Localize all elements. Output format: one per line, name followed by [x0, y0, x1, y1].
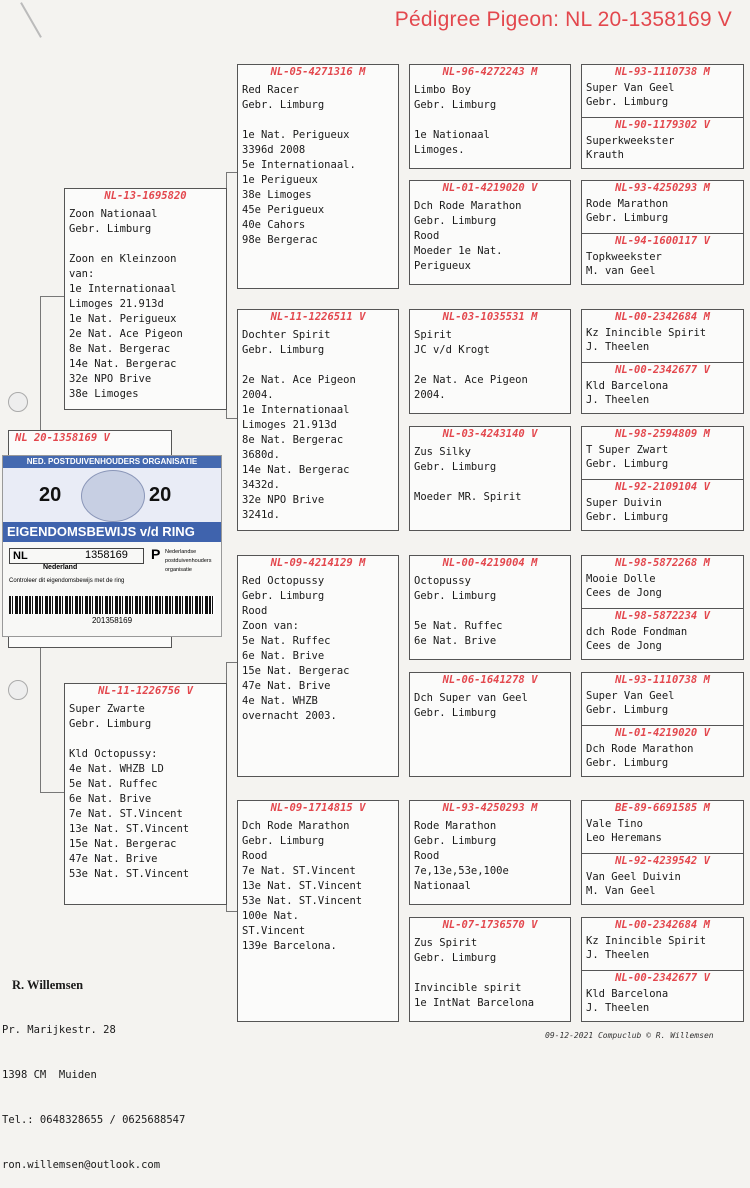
gggp-ring: NL-01-4219020 V	[615, 727, 710, 739]
card-country: Nederland	[43, 564, 78, 571]
gggp-ring: NL-98-5872234 V	[615, 610, 710, 622]
gggp-text: Mooie Dolle Cees de Jong	[586, 573, 662, 599]
ring-ownership-card	[2, 455, 222, 637]
great-grandparent-text: Octopussy Gebr. Limburg 5e Nat. Ruffec 6e Nat. Brive	[414, 575, 503, 647]
grandparent-box	[237, 555, 399, 777]
gggp-cell	[582, 427, 743, 479]
owner-tel: Tel.: 0648328655 / 0625688547	[2, 1114, 186, 1126]
binder-hole	[8, 392, 28, 412]
gggp-pair-box	[581, 426, 744, 531]
gggp-cell	[582, 801, 743, 853]
great-grandparent-ring: NL-06-1641278 V	[442, 674, 538, 686]
gggp-pair-box	[581, 64, 744, 169]
grandparent-ring: NL-11-1226511 V	[270, 311, 366, 323]
gggp-ring: BE-89-6691585 M	[615, 802, 710, 814]
card-p-label: Nederlandse postduivenhouders organisatie	[165, 549, 212, 573]
binder-hole	[8, 680, 28, 700]
connector	[40, 296, 65, 297]
gggp-cell	[582, 479, 743, 531]
grandparent-text: Dch Rode Marathon Gebr. Limburg Rood 7e Nat. ST.Vincent 13e Nat. ST.Vincent 53e Nat. ST.Vincent 100e Nat. ST.Vincent 139e Barcelona.	[242, 820, 363, 952]
owner-address: Pr. Marijkestr. 28	[2, 1024, 116, 1036]
great-grandparent-box	[409, 917, 571, 1022]
gggp-text: Vale Tino Leo Heremans	[586, 818, 662, 844]
gggp-cell	[582, 725, 743, 777]
dam-text: Super Zwarte Gebr. Limburg Kld Octopussy: 4e Nat. WHZB LD 5e Nat. Ruffec 6e Nat. Brive 7e Nat. ST.Vincent 13e Nat. ST.Vincent 15e Nat. Bergerac 47e Nat. Brive 53e Nat. ST.Vincent	[69, 703, 190, 880]
gggp-text: Super Duivin Gebr. Limburg	[586, 497, 669, 523]
gggp-cell	[582, 181, 743, 233]
great-grandparent-text: Dch Super van Geel Gebr. Limburg	[414, 692, 528, 719]
card-country-code: NL	[9, 548, 144, 564]
great-grandparent-box	[409, 555, 571, 660]
card-ring-number: 1358169	[85, 549, 128, 561]
card-p-logo: P	[151, 546, 161, 562]
great-grandparent-box	[409, 180, 571, 285]
gggp-text: T Super Zwart Gebr. Limburg	[586, 444, 669, 470]
gggp-text: Super Van Geel Gebr. Limburg	[586, 82, 675, 108]
great-grandparent-box	[409, 672, 571, 777]
gggp-text: dch Rode Fondman Cees de Jong	[586, 626, 688, 652]
footer-credit: 09-12-2021 Compuclub © R. Willemsen	[545, 1031, 714, 1040]
grandparent-ring: NL-09-4214129 M	[270, 557, 366, 569]
great-grandparent-box	[409, 309, 571, 414]
gggp-cell	[582, 918, 743, 970]
great-grandparent-text: Dch Rode Marathon Gebr. Limburg Rood Moeder 1e Nat. Perigueux	[414, 200, 522, 272]
gggp-text: Kld Barcelona J. Theelen	[586, 380, 669, 406]
great-grandparent-box	[409, 800, 571, 905]
gggp-ring: NL-00-2342684 M	[615, 311, 710, 323]
great-grandparent-text: Spirit JC v/d Krogt 2e Nat. Ace Pigeon 2004.	[414, 329, 528, 401]
gggp-text: Van Geel Duivin M. Van Geel	[586, 871, 681, 897]
gggp-text: Kld Barcelona J. Theelen	[586, 988, 669, 1014]
card-year-left: 20	[39, 484, 62, 506]
gggp-ring: NL-92-4239542 V	[615, 855, 710, 867]
gggp-ring: NL-00-2342684 M	[615, 919, 710, 931]
gggp-ring: NL-00-2342677 V	[615, 364, 710, 376]
grandparent-text: Dochter Spirit Gebr. Limburg 2e Nat. Ace Pigeon 2004. 1e Internationaal Limoges 21.913d 8e Nat. Bergerac 3680d. 14e Nat. Bergerac 3432d. 32e NPO Brive 3241d.	[242, 329, 356, 521]
grandparent-box	[237, 64, 399, 289]
owner-name: R. Willemsen	[12, 978, 84, 992]
great-grandparent-ring: NL-03-4243140 V	[442, 428, 538, 440]
gggp-cell	[582, 556, 743, 608]
card-control-text: Controleer dit eigendomsbewijs met de ring	[9, 578, 125, 584]
connector	[226, 418, 237, 419]
gggp-ring: NL-90-1179302 V	[615, 119, 710, 131]
great-grandparent-ring: NL-07-1736570 V	[442, 919, 538, 931]
connector	[40, 647, 41, 792]
connector	[226, 172, 237, 173]
gggp-ring: NL-93-4250293 M	[615, 182, 710, 194]
gggp-text: Dch Rode Marathon Gebr. Limburg	[586, 743, 694, 769]
gggp-ring: NL-94-1600117 V	[615, 235, 710, 247]
gggp-cell	[582, 117, 743, 169]
great-grandparent-text: Rode Marathon Gebr. Limburg Rood 7e,13e,53e,100e Nationaal	[414, 820, 509, 892]
gggp-cell	[582, 673, 743, 725]
gggp-pair-box	[581, 555, 744, 660]
great-grandparent-box	[409, 426, 571, 531]
connector	[226, 662, 237, 663]
owner-email: ron.willemsen@outlook.com	[2, 1159, 161, 1171]
subject-ring: NL 20-1358169 V	[15, 432, 110, 444]
dam-ring: NL-11-1226756 V	[98, 685, 193, 697]
great-grandparent-text: Zus Silky Gebr. Limburg Moeder MR. Spirit	[414, 446, 522, 503]
gggp-ring: NL-93-1110738 M	[615, 674, 710, 686]
owner-city: 1398 CM Muiden	[2, 1069, 97, 1081]
barcode	[9, 596, 215, 614]
gggp-text: Topkweekster M. van Geel	[586, 251, 662, 277]
gggp-pair-box	[581, 180, 744, 285]
great-grandparent-ring: NL-00-4219004 M	[442, 557, 538, 569]
great-grandparent-ring: NL-96-4272243 M	[442, 66, 538, 78]
sire-ring: NL-13-1695820	[104, 190, 187, 202]
grandparent-box	[237, 309, 399, 531]
gggp-pair-box	[581, 917, 744, 1022]
grandparent-text: Red Racer Gebr. Limburg 1e Nat. Perigueux 3396d 2008 5e Internationaal. 1e Perigueux 38e Limoges 45e Perigueux 40e Cahors 98e Bergerac	[242, 84, 356, 246]
great-grandparent-box	[409, 64, 571, 169]
gggp-pair-box	[581, 672, 744, 777]
grandparent-ring: NL-05-4271316 M	[270, 66, 366, 78]
card-header: NED. POSTDUIVENHOUDERS ORGANISATIE	[3, 456, 221, 468]
gggp-cell	[582, 310, 743, 362]
card-band: EIGENDOMSBEWIJS v/d RING	[3, 522, 221, 542]
gggp-ring: NL-98-2594809 M	[615, 428, 710, 440]
npo-emblem-icon	[81, 470, 145, 522]
gggp-text: Superkweekster Krauth	[586, 135, 675, 161]
scan-mark	[20, 2, 42, 38]
gggp-ring: NL-92-2109104 V	[615, 481, 710, 493]
sire-text: Zoon Nationaal Gebr. Limburg Zoon en Kleinzoon van: 1e Internationaal Limoges 21.913d 1e Nat. Perigueux 2e Nat. Ace Pigeon 8e Nat. Bergerac 14e Nat. Bergerac 32e NPO Brive 38e Limoges	[69, 208, 183, 400]
great-grandparent-text: Limbo Boy Gebr. Limburg 1e Nationaal Limoges.	[414, 84, 497, 156]
gggp-ring: NL-98-5872268 M	[615, 557, 710, 569]
gggp-cell	[582, 362, 743, 414]
gggp-pair-box	[581, 309, 744, 414]
connector	[40, 792, 65, 793]
gggp-text: Kz Inincible Spirit J. Theelen	[586, 327, 707, 353]
gggp-ring: NL-93-1110738 M	[615, 66, 710, 78]
gggp-text: Super Van Geel Gebr. Limburg	[586, 690, 675, 716]
gggp-pair-box	[581, 800, 744, 905]
great-grandparent-ring: NL-03-1035531 M	[442, 311, 538, 323]
gggp-cell	[582, 608, 743, 660]
gggp-ring: NL-00-2342677 V	[615, 972, 710, 984]
gggp-cell	[582, 970, 743, 1022]
gggp-text: Rode Marathon Gebr. Limburg	[586, 198, 669, 224]
great-grandparent-text: Zus Spirit Gebr. Limburg Invincible spirit 1e IntNat Barcelona	[414, 937, 535, 1009]
grandparent-text: Red Octopussy Gebr. Limburg Rood Zoon van: 5e Nat. Ruffec 6e Nat. Brive 15e Nat. Bergerac 47e Nat. Brive 4e Nat. WHZB overnacht 2003.	[242, 575, 350, 722]
card-year-right: 20	[149, 484, 172, 506]
great-grandparent-ring: NL-93-4250293 M	[442, 802, 538, 814]
page-title: Pédigree Pigeon: NL 20-1358169 V	[394, 8, 732, 31]
great-grandparent-ring: NL-01-4219020 V	[442, 182, 538, 194]
gggp-cell	[582, 233, 743, 285]
connector	[40, 296, 41, 431]
barcode-number: 201358169	[91, 616, 133, 625]
gggp-cell	[582, 65, 743, 117]
sire-box	[64, 188, 227, 410]
connector	[226, 911, 237, 912]
grandparent-box	[237, 800, 399, 1022]
gggp-cell	[582, 853, 743, 905]
grandparent-ring: NL-09-1714815 V	[270, 802, 366, 814]
dam-box	[64, 683, 227, 905]
gggp-text: Kz Inincible Spirit J. Theelen	[586, 935, 707, 961]
owner-info	[2, 948, 185, 1188]
